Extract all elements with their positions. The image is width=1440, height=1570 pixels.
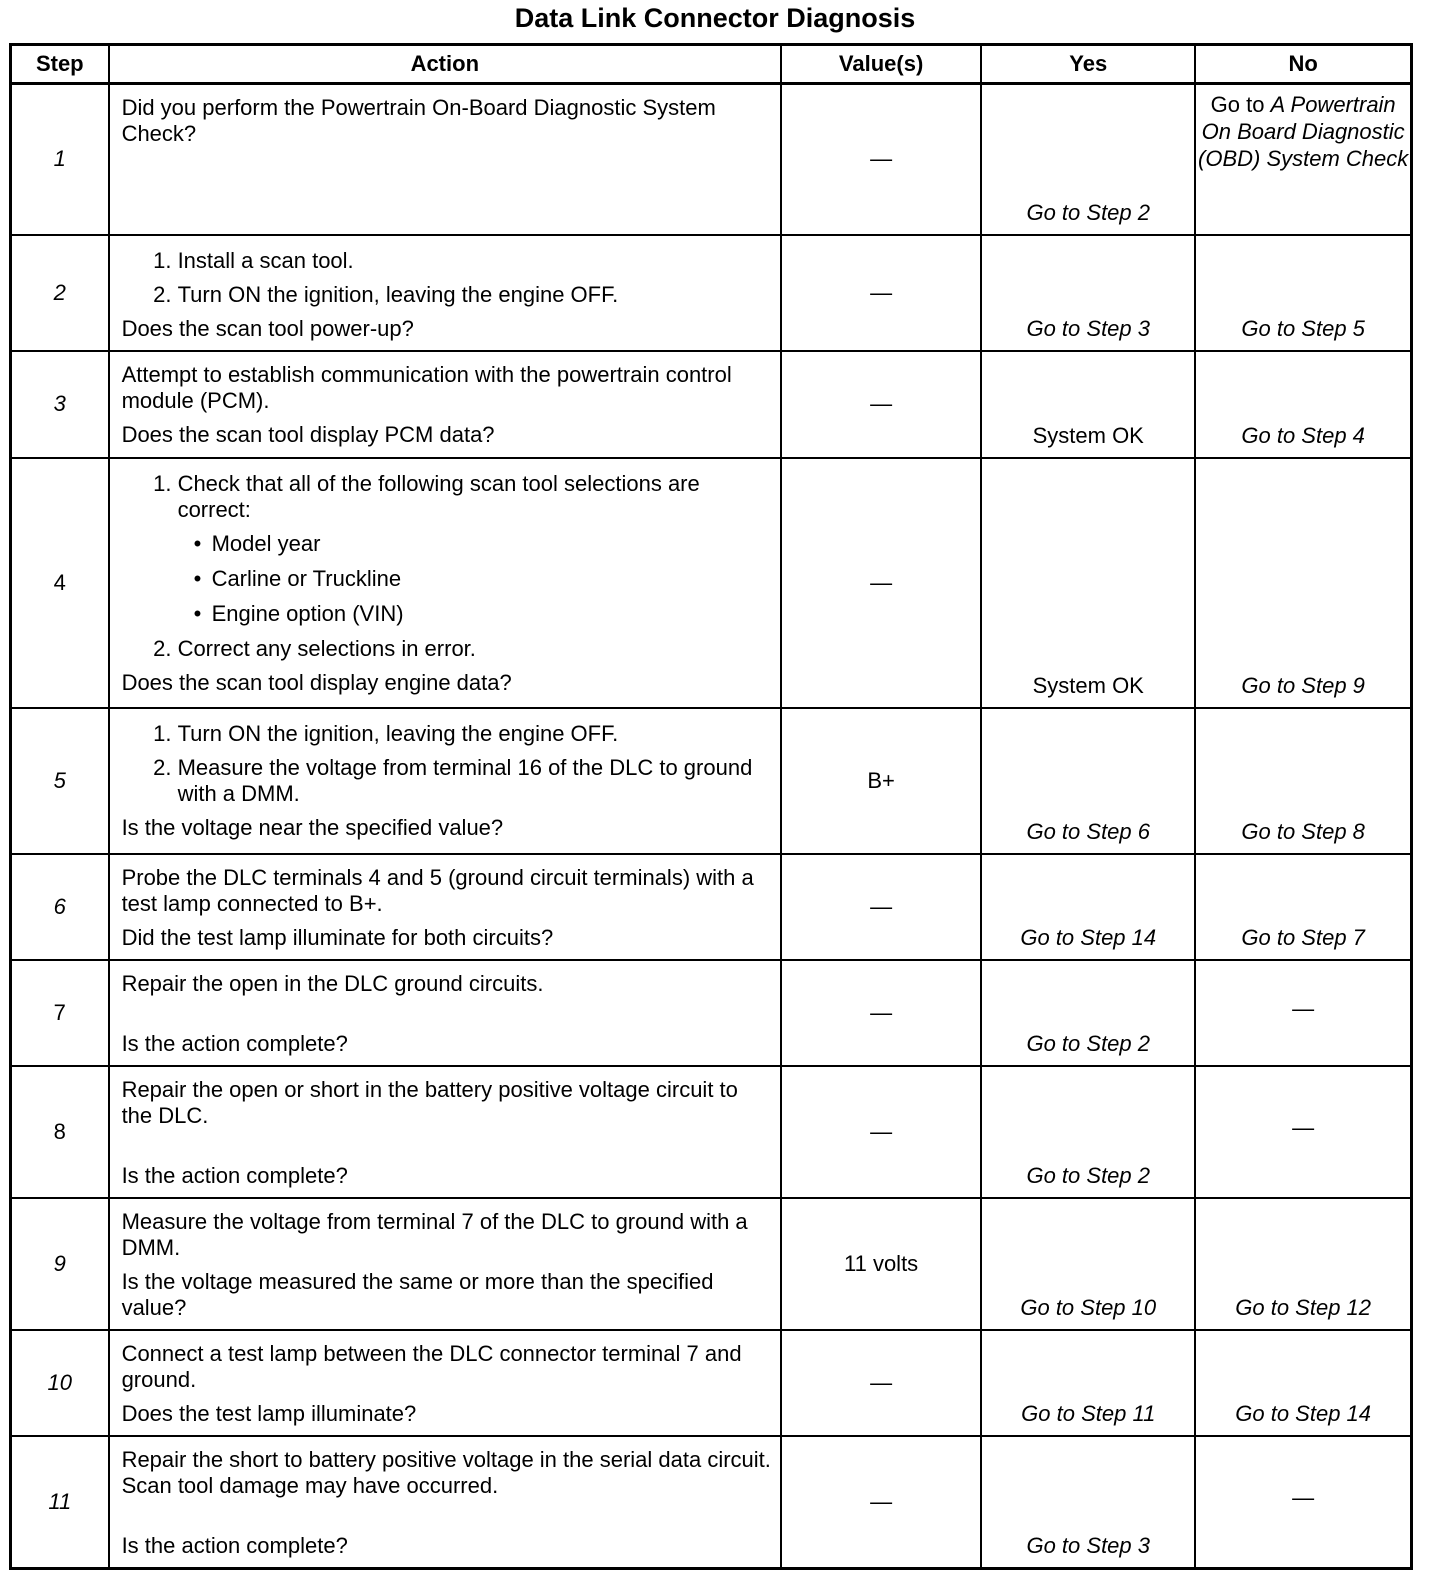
- action-question: Is the voltage measured the same or more than the specified value?: [121, 1268, 714, 1320]
- header-values: Value(s): [781, 45, 981, 84]
- action-step-item: 2. Correct any selections in error.: [178, 636, 772, 662]
- action-step-item: 1. Install a scan tool.: [178, 248, 772, 274]
- selection-item: • Engine option (VIN): [198, 601, 772, 627]
- action-question: Does the test lamp illuminate?: [121, 1400, 417, 1426]
- action-question: Did the test lamp illuminate for both circuits?: [121, 924, 554, 950]
- table-row-step-11: [11, 1436, 1412, 1569]
- no-cell: —: [1195, 1066, 1411, 1198]
- diagnosis-table: [9, 43, 1413, 1570]
- action-cell: [109, 1198, 781, 1330]
- action-question: Is the action complete?: [121, 1532, 348, 1558]
- no-cell: Go to Step 4: [1195, 351, 1411, 458]
- value-cell: —: [781, 235, 981, 351]
- table-row-step-10: [11, 1330, 1412, 1436]
- action-question: Does the scan tool display engine data?: [121, 669, 512, 695]
- yes-cell: System OK: [981, 458, 1195, 708]
- action-question: Is the action complete?: [121, 1030, 348, 1056]
- table-row-step-3: [11, 351, 1412, 458]
- action-steps: [122, 471, 772, 662]
- selection-item: • Carline or Truckline: [198, 566, 772, 592]
- yes-cell: Go to Step 3: [981, 235, 1195, 351]
- step-number: 3: [11, 351, 109, 458]
- action-text: Connect a test lamp between the DLC connector terminal 7 and ground.: [121, 1340, 742, 1392]
- action-question: Is the action complete?: [121, 1162, 348, 1188]
- yes-cell: Go to Step 2: [981, 84, 1195, 235]
- yes-cell: Go to Step 14: [981, 854, 1195, 960]
- value-cell: —: [781, 1066, 981, 1198]
- yes-cell: Go to Step 6: [981, 708, 1195, 854]
- no-cell: —: [1195, 960, 1411, 1066]
- action-question: Does the scan tool display PCM data?: [121, 421, 495, 447]
- value-cell: 11 volts: [781, 1198, 981, 1330]
- action-text: Repair the short to battery positive voltage in the serial data circuit. Scan tool damage may have occurred.: [121, 1446, 771, 1498]
- yes-cell: System OK: [981, 351, 1195, 458]
- step-number: 5: [11, 708, 109, 854]
- action-text: Repair the open in the DLC ground circuits.: [121, 970, 544, 996]
- no-cell: Go to Step 7: [1195, 854, 1411, 960]
- action-question: Does the scan tool power-up?: [121, 315, 414, 341]
- action-cell: [109, 1330, 781, 1436]
- yes-cell: Go to Step 2: [981, 1066, 1195, 1198]
- action-step-text: Check that all of the following scan tool selections are correct:: [177, 470, 700, 522]
- value-cell: —: [781, 458, 981, 708]
- step-number: 9: [11, 1198, 109, 1330]
- no-cell: —: [1195, 1436, 1411, 1569]
- no-cell: [1195, 84, 1411, 235]
- no-cell: Go to Step 8: [1195, 708, 1411, 854]
- action-cell: [109, 960, 781, 1066]
- action-step-item: 1. Turn ON the ignition, leaving the engine OFF.: [178, 721, 772, 747]
- no-prefix: Go to: [1210, 92, 1271, 117]
- action-text: Measure the voltage from terminal 7 of the DLC to ground with a DMM.: [121, 1208, 748, 1260]
- table-row-step-5: [11, 708, 1412, 854]
- action-step-item: [178, 471, 772, 627]
- action-cell: [109, 708, 781, 854]
- header-action: Action: [109, 45, 781, 84]
- no-cell: Go to Step 9: [1195, 458, 1411, 708]
- step-number: 8: [11, 1066, 109, 1198]
- step-number: 11: [11, 1436, 109, 1569]
- yes-cell: Go to Step 2: [981, 960, 1195, 1066]
- action-text: Repair the open or short in the battery positive voltage circuit to the DLC.: [121, 1076, 738, 1128]
- step-number: 6: [11, 854, 109, 960]
- value-cell: —: [781, 84, 981, 235]
- no-text: A Powertrain On Board Diagnostic (OBD) System Check: [1198, 92, 1409, 171]
- header-step: Step: [11, 45, 109, 84]
- header-row: [11, 45, 1412, 84]
- document-title: Data Link Connector Diagnosis: [514, 3, 916, 33]
- step-number: 10: [11, 1330, 109, 1436]
- action-cell: [109, 854, 781, 960]
- action-text: Attempt to establish communication with the powertrain control module (PCM).: [121, 361, 732, 413]
- step-number: 2: [11, 235, 109, 351]
- action-text: Probe the DLC terminals 4 and 5 (ground circuit terminals) with a test lamp connected to B+.: [121, 864, 754, 916]
- table-row-step-4: [11, 458, 1412, 708]
- table-row-step-2: [11, 235, 1412, 351]
- no-cell: Go to Step 12: [1195, 1198, 1411, 1330]
- action-text: Did you perform the Powertrain On-Board Diagnostic System Check?: [121, 95, 716, 146]
- header-no: No: [1195, 45, 1411, 84]
- step-number: 4: [11, 458, 109, 708]
- table-row-step-8: [11, 1066, 1412, 1198]
- header-yes: Yes: [981, 45, 1195, 84]
- value-cell: —: [781, 854, 981, 960]
- table-row-step-1: [11, 84, 1412, 235]
- action-cell: [109, 1066, 781, 1198]
- table-row-step-6: [11, 854, 1412, 960]
- selection-list: [178, 531, 772, 627]
- action-steps: [122, 721, 772, 807]
- value-cell: —: [781, 1436, 981, 1569]
- action-cell: [109, 458, 781, 708]
- value-cell: —: [781, 351, 981, 458]
- yes-cell: Go to Step 10: [981, 1198, 1195, 1330]
- value-cell: —: [781, 960, 981, 1066]
- table-row-step-9: [11, 1198, 1412, 1330]
- step-number: 1: [11, 84, 109, 235]
- action-question: Is the voltage near the specified value?: [121, 814, 504, 840]
- action-steps: [122, 248, 772, 308]
- yes-cell: Go to Step 3: [981, 1436, 1195, 1569]
- value-cell: B+: [781, 708, 981, 854]
- table-row-step-7: [11, 960, 1412, 1066]
- action-step-item: 2. Measure the voltage from terminal 16 of the DLC to ground with a DMM.: [178, 755, 772, 807]
- no-cell: Go to Step 14: [1195, 1330, 1411, 1436]
- no-cell: Go to Step 5: [1195, 235, 1411, 351]
- yes-cell: Go to Step 11: [981, 1330, 1195, 1436]
- step-number: 7: [11, 960, 109, 1066]
- action-cell: [109, 84, 781, 235]
- action-cell: [109, 351, 781, 458]
- action-cell: [109, 1436, 781, 1569]
- action-cell: [109, 235, 781, 351]
- selection-item: • Model year: [198, 531, 772, 557]
- value-cell: —: [781, 1330, 981, 1436]
- action-step-item: 2. Turn ON the ignition, leaving the engine OFF.: [178, 282, 772, 308]
